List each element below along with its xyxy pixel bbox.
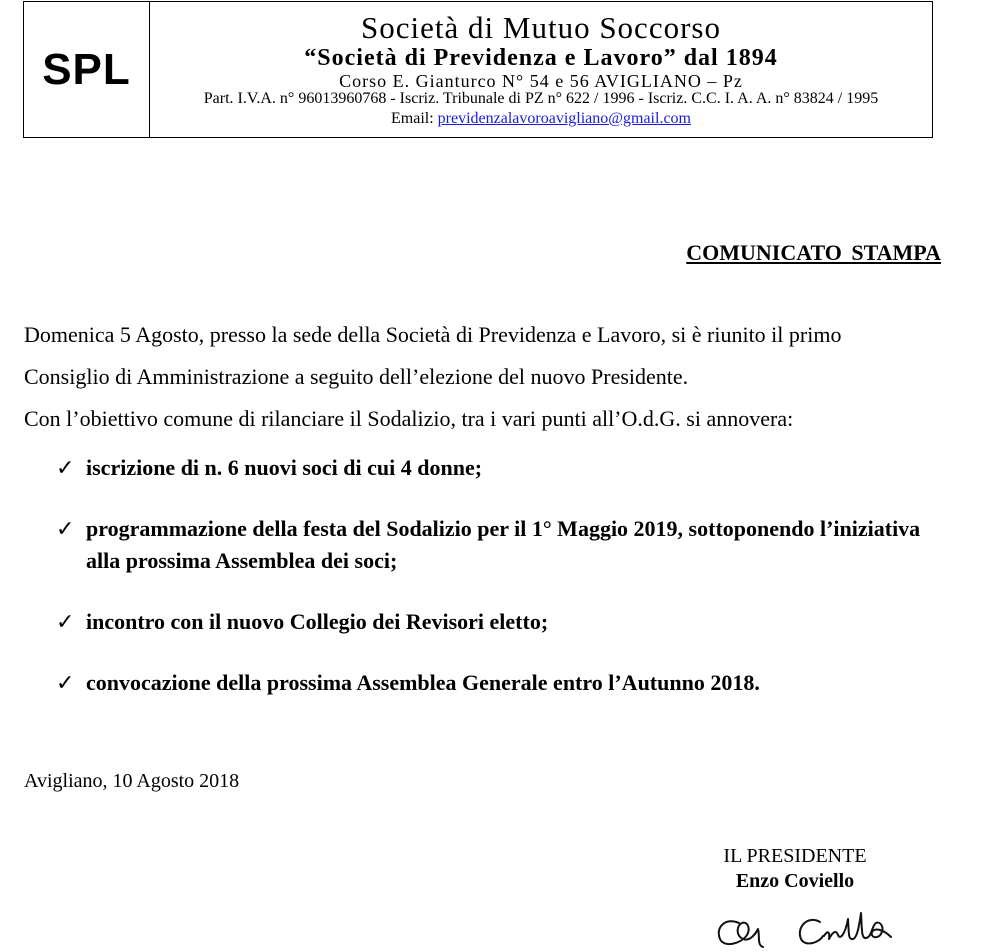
press-release-body [24, 314, 954, 440]
body-line: Consiglio di Amministrazione a seguito dell’elezione del nuovo Presidente. [24, 364, 689, 389]
agenda-item-text: incontro con il nuovo Collegio dei Revisori eletto; [86, 609, 549, 634]
signatory-name: Enzo Coviello [735, 870, 855, 892]
agenda-item-text: programmazione della festa del Sodalizio per il 1° Maggio 2019, sottoponendo l’iniziativa alla prossima Assemblea dei soci; [86, 516, 921, 573]
email-link[interactable]: previdenzalavoroavigliano@gmail.com [437, 110, 691, 127]
spl-logo: SPL [42, 44, 131, 94]
handwritten-signature [712, 905, 902, 952]
agenda-item-text: convocazione della prossima Assemblea Generale entro l’Autunno 2018. [86, 670, 760, 695]
organization-info [150, 2, 932, 137]
logo-box [24, 2, 150, 137]
agenda-item [56, 667, 956, 699]
place-date: Avigliano, 10 Agosto 2018 [24, 770, 240, 792]
signatory-role: IL PRESIDENTE [723, 845, 867, 867]
body-line: Con l’obiettivo comune di rilanciare il Sodalizio, tra i vari punti all’O.d.G. si annovera: [24, 406, 794, 431]
organization-subtitle: “Società di Previdenza e Lavoro” dal 1894 [304, 45, 778, 71]
body-line: Domenica 5 Agosto, presso la sede della Società di Previdenza e Lavoro, si è riunito il primo [24, 322, 842, 347]
agenda-item [56, 513, 956, 577]
agenda-list [56, 452, 956, 728]
press-release-title: COMUNICATO STAMPA [686, 240, 941, 265]
agenda-item-text: iscrizione di n. 6 nuovi soci di cui 4 donne; [86, 455, 483, 480]
agenda-item [56, 452, 956, 484]
email-label: Email: [391, 110, 434, 127]
signature-block [715, 844, 875, 894]
organization-address: Corso E. Gianturco N° 54 e 56 AVIGLIANO – Pz [339, 71, 743, 91]
check-icon: ✓ [56, 609, 75, 634]
letterhead [23, 1, 933, 138]
organization-legal-info: Part. I.V.A. n° 96013960768 - Iscriz. Tribunale di PZ n° 622 / 1996 - Iscriz. C.C. I. A. A. n° 83824 / 1995 [203, 90, 879, 107]
organization-email-line [150, 111, 932, 129]
check-icon: ✓ [56, 455, 75, 480]
organization-name: Società di Mutuo Soccorso [361, 10, 721, 45]
agenda-item [56, 606, 956, 638]
check-icon: ✓ [56, 670, 75, 695]
check-icon: ✓ [56, 516, 75, 541]
